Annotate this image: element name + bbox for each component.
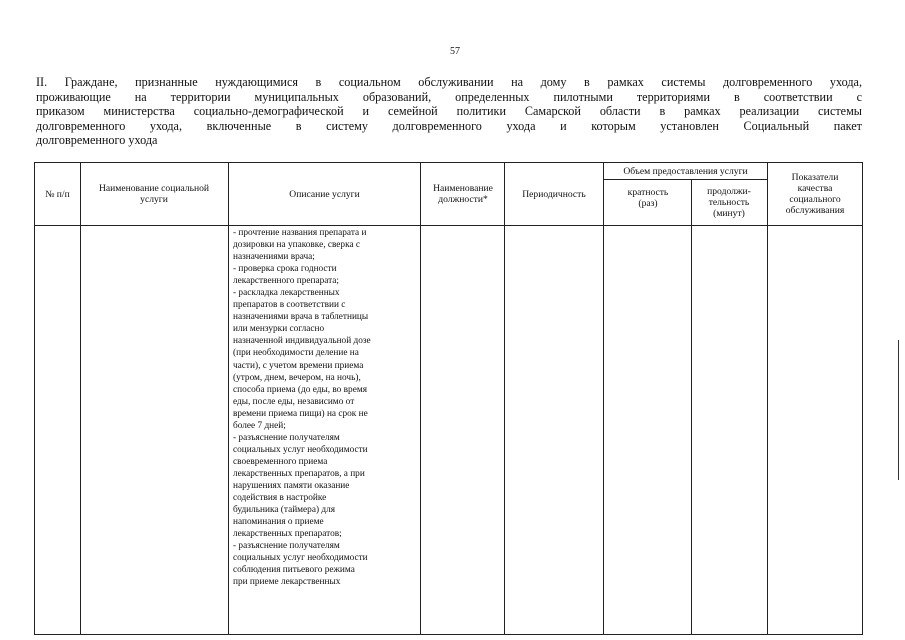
description-line: более 7 дней; <box>233 420 286 431</box>
services-table <box>34 162 863 640</box>
heading-line: приказом министерства социально-демографической и семейной политики Самарской области в рамках реализации системы <box>36 104 862 119</box>
description-line: назначенной индивидуальной дозе <box>233 336 371 347</box>
header-duration: продолжи- тельность (минут) <box>707 186 751 219</box>
description-line: при приеме лекарственных <box>233 577 341 588</box>
description-line: препаратов в соответствии с <box>233 300 346 311</box>
column-divider <box>691 179 692 635</box>
description-line: нарушениях памяти оказание <box>233 480 350 491</box>
table-border-bottom <box>34 634 863 635</box>
description-line: назначениями врача в таблетницы <box>233 312 369 323</box>
header-periodicity: Периодичность <box>522 188 586 200</box>
description-line: (при необходимости деление на <box>233 348 359 359</box>
description-line: - прочтение названия препарата и <box>233 228 367 238</box>
description-line: содействия в настройке <box>233 493 327 504</box>
description-line: лекарственных препаратов; <box>233 529 342 540</box>
header-frequency: кратность (раз) <box>627 187 669 209</box>
header-position: Наименование должности* <box>433 183 493 205</box>
description-line: (утром, днем, вечером, на ночь), <box>233 372 361 383</box>
header-quality: Показатели качества социального обслуживания <box>785 172 845 216</box>
heading-line: долговременного ухода <box>36 133 158 148</box>
page-number: 57 <box>450 46 460 57</box>
section-heading <box>36 75 862 148</box>
column-divider <box>603 162 604 635</box>
description-line: социальных услуг необходимости <box>233 553 368 564</box>
column-divider <box>767 162 768 635</box>
header-service-name: Наименование социальной услуги <box>98 183 210 205</box>
service-description-cell <box>233 227 421 588</box>
description-line: лекарственного препарата; <box>233 276 339 287</box>
description-line: способа приема (до еды, во время <box>233 384 367 395</box>
heading-line: проживающие на территории муниципальных образований, определенных пилотными территориями в соответствии с <box>36 89 862 104</box>
description-line: - разъяснение получателям <box>233 541 340 552</box>
description-line: социальных услуг необходимости <box>233 444 368 455</box>
description-line: назначениями врача; <box>233 252 315 263</box>
scan-margin-line <box>898 340 899 480</box>
column-divider <box>228 162 229 635</box>
table-border-right <box>862 162 863 635</box>
heading-line: II. Граждане, признанные нуждающимися в социальном обслуживании на дому в рамках системы долговременного ухода, <box>36 75 862 89</box>
column-divider <box>80 162 81 635</box>
header-bottom-border <box>34 225 863 226</box>
description-line: времени приема пищи) на срок не <box>233 408 368 419</box>
description-line: напоминания о приеме <box>233 517 324 528</box>
description-line: лекарственных препаратов, а при <box>233 468 365 479</box>
description-line: своевременного приема <box>233 456 328 467</box>
description-line: еды, после еды, независимо от <box>233 396 355 407</box>
heading-line: долговременного ухода, включенные в систему долговременного ухода и которым установлен Социальный пакет <box>36 118 862 133</box>
description-line: - раскладка лекарственных <box>233 288 340 299</box>
description-line: или мензурки согласно <box>233 324 325 335</box>
description-line: соблюдения питьевого режима <box>233 565 355 576</box>
description-line: дозировки на упаковке, сверка с <box>233 240 361 251</box>
header-description: Описание услуги <box>289 188 360 200</box>
table-border-left <box>34 162 35 635</box>
column-divider <box>504 162 505 635</box>
description-line: будильника (таймера) для <box>233 505 336 516</box>
description-line: - разъяснение получателям <box>233 432 340 443</box>
description-line: - проверка срока годности <box>233 264 337 275</box>
header-volume: Объем предоставления услуги <box>623 165 748 177</box>
description-line: части), с учетом времени приема <box>233 360 364 371</box>
header-number: № п/п <box>45 188 70 200</box>
